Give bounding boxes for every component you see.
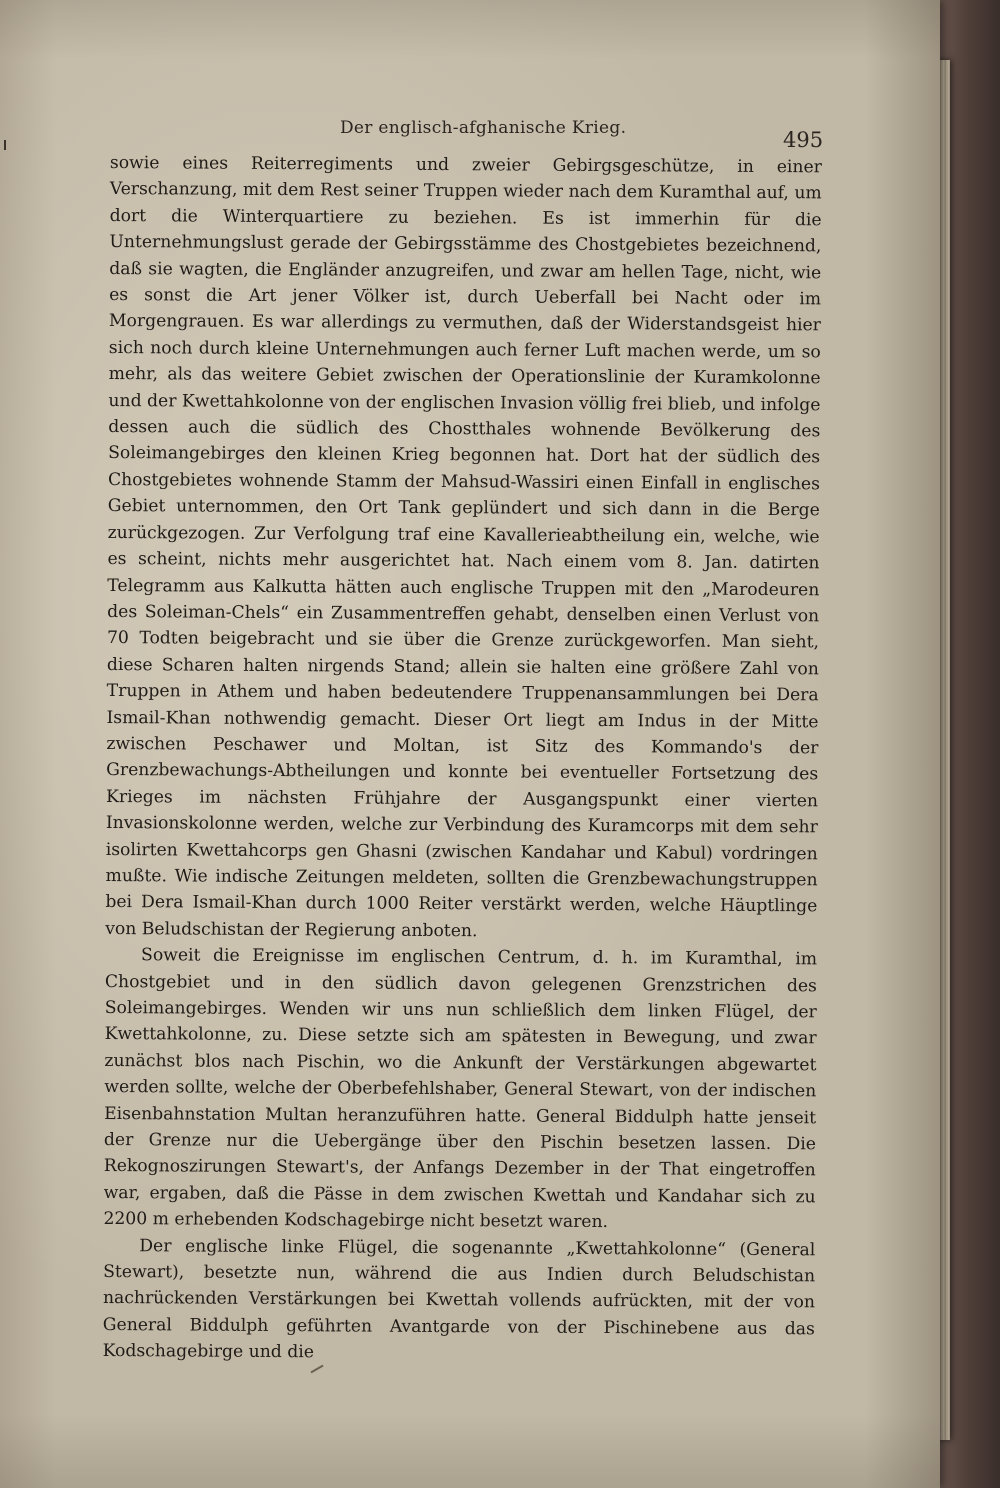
body-text — [103, 150, 822, 1369]
page-header — [0, 112, 940, 152]
paragraph: Soweit die Ereignisse im englischen Centrum, d. h. im Kuramthal, im Chostgebiet und in den südlich davon gelegenen Grenzstrichen des Soleimangebirges. Wenden wir uns nun schließlich dem linken Flügel, der Kwettahkolonne, zu. Diese setzte sich am spätesten in Bewegung, und zwar zunächst blos nach Pischin, wo die Ankunft der Verstärkungen abgewartet werden sollte, welche der Oberbefehlshaber, General Stewart, von der indischen Eisenbahnstation Multan heranzuführen hatte. General Biddulph hatte jenseit der Grenze nur die Uebergänge über den Pischin besetzen lassen. Die Rekognoszirungen Stewart's, der Anfangs Dezember in der That eingetroffen war, ergaben, daß die Pässe in dem zwischen Kwettah und Kandahar sich zu 2200 m erhebenden Kodschagebirge nicht besetzt waren. — [103, 945, 818, 1233]
running-title: Der englisch-afghanische Krieg. — [340, 118, 627, 138]
paragraph: sowie eines Reiterregiments und zweier Gebirgsgeschütze, in einer Verschanzung, mit dem Rest seiner Truppen wieder nach dem Kuramthal auf, um dort die Winterquartiere zu beziehen. Es ist immerhin für die Unternehmungslust gerade der Gebirgsstämme des Chostgebietes bezeichnend, daß sie wagten, die Engländer anzugreifen, und zwar am hellen Tage, nicht, wie es sonst die Art jener Völker ist, durch Ueberfall bei Nacht oder im Morgengrauen. Es war allerdings zu vermuthen, daß der Widerstandsgeist hier sich noch durch kleine Unternehmungen auch ferner Luft machen werde, um so mehr, als das weitere Gebiet zwischen der Operationslinie der Kuramkolonne und der Kwettahkolonne von der englischen Invasion völlig frei blieb, und infolge dessen auch die südlich des Chostthales wohnende Bevölkerung des Soleimangebirges den kleinen Krieg begonnen hat. Dort hat der südlich des Chostgebietes wohnende Stamm der Mahsud-Wassiri einen Einfall in englisches Gebiet unternommen, den Ort Tank geplündert und sich dann in die Berge zurückgezogen. Zur Verfolgung traf eine Kavallerieabtheilung ein, welche, wie es scheint, nichts mehr ausgerichtet hat. Nach einem vom 8. Jan. datirten Telegramm aus Kalkutta hätten auch englische Truppen mit den „Marodeuren des Soleiman-Chels“ ein Zusammentreffen gehabt, denselben einen Verlust von 70 Todten beigebracht und sie über die Grenze zurückgeworfen. Man sieht, diese Scharen halten nirgends Stand; allein sie halten eine größere Zahl von Truppen in Athem und haben bedeutendere Truppenansammlungen bei Dera Ismail-Khan nothwendig gemacht. Dieser Ort liegt am Indus in der Mitte zwischen Peschawer und Moltan, ist Sitz des Kommando's der Grenzbewachungs-Abtheilungen und konnte bei eventueller Fortsetzung des Krieges im nächsten Frühjahre der Ausgangspunkt einer vierten Invasionskolonne werden, welche zur Verbindung des Kuramcorps mit dem sehr isolirten Kwettahcorps gen Ghasni (zwischen Kandahar und Kabul) vordringen mußte. Wie indische Zeitungen meldeten, sollten die Grenzbewachungstruppen bei Dera Ismail-Khan durch 1000 Reiter verstärkt werden, welche Häuptlinge von Beludschistan der Regierung anboten. — [105, 152, 822, 942]
paragraph: Der englische linke Flügel, die sogenannte „Kwettahkolonne“ (General Stewart), besetzte nun, während die aus Indien durch Beludschistan nachrückenden Verstärkungen bei Kwettah vollends aufrückten, mit der von General Biddulph geführten Avantgarde von der Pischinebene aus das Kodschagebirge und die — [102, 1235, 816, 1363]
page-number: 495 — [783, 128, 824, 152]
